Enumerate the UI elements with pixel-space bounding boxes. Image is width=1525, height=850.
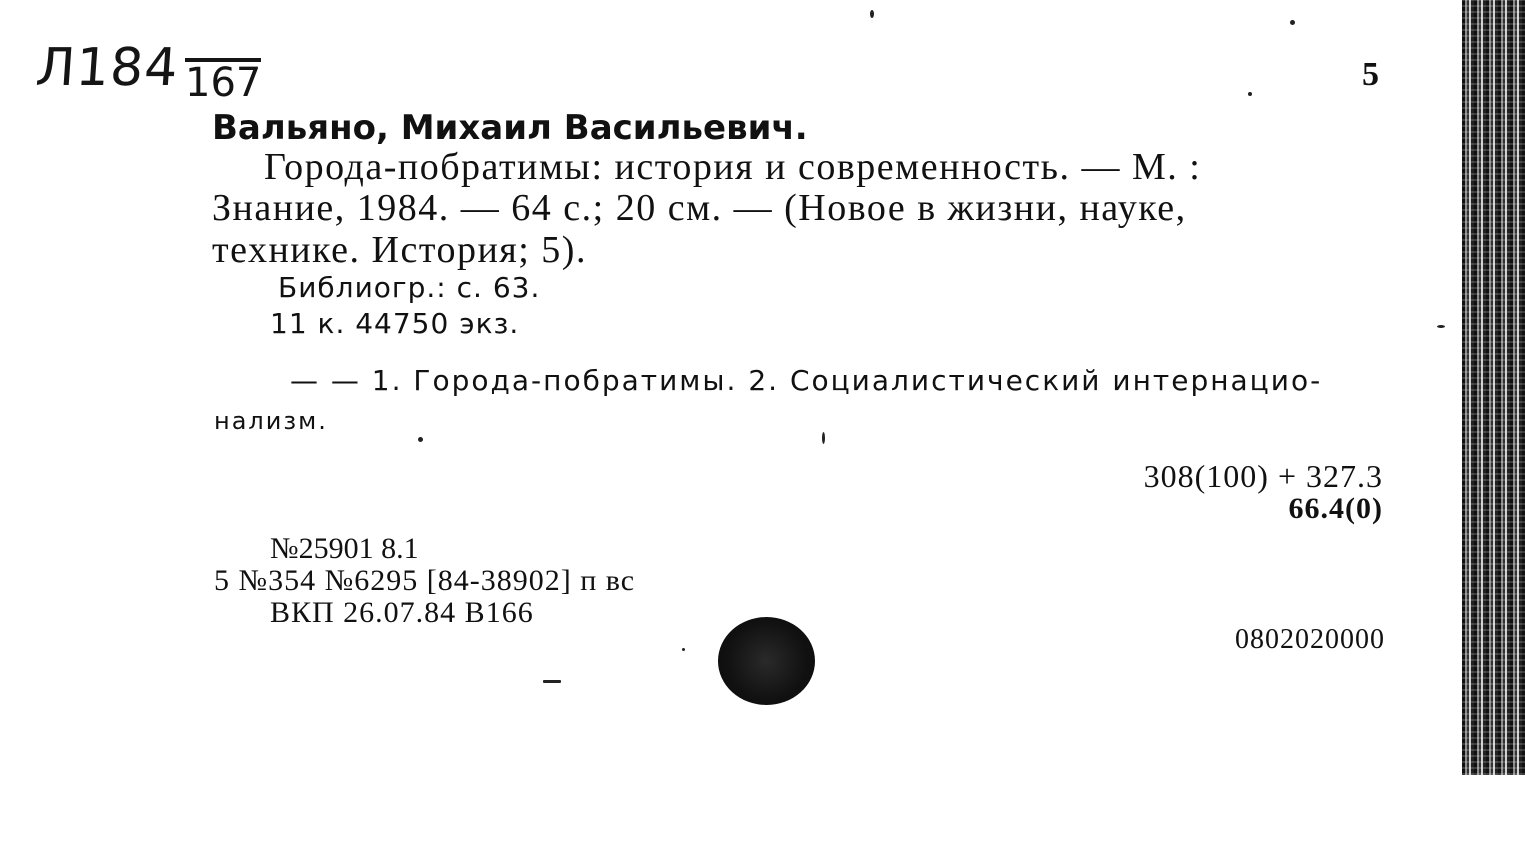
card-code: 0802020000 [1235,624,1385,655]
subject-headings-line-2: нализм. [214,407,328,435]
author-heading: Вальяно, Михаил Васильевич. [212,108,808,148]
title-line-2: Знание, 1984. — 64 с.; 20 см. — (Новое в жизни, науке, [212,187,1187,229]
registry-line-2: 5 №354 №6295 [84-38902] п вс [214,564,636,597]
card-number: 5 [1362,56,1379,93]
price-copies: 11 к. 44750 экз. [270,307,520,340]
registry-line-3: ВКП 26.07.84 В166 [270,596,534,629]
scan-speck [682,648,685,651]
title-line-1: Города-побратимы: история и современность. — М. : [264,146,1202,188]
title-line-3: технике. История; 5). [212,229,587,271]
scan-speck [870,10,874,18]
handwritten-shelf-subscript: 167 [185,60,262,106]
scanned-edge-strip [1462,0,1525,775]
punch-hole [718,617,815,705]
subject-headings-line-1: — — 1. Города-побратимы. 2. Социалистический интернацио- [290,364,1323,397]
scan-speck [822,432,825,444]
scan-speck [1248,92,1252,96]
bibliography-note: Библиогр.: с. 63. [278,271,541,304]
scan-speck [1290,20,1295,25]
scan-speck [543,680,561,683]
classification-index-secondary: 66.4(0) [1288,492,1383,525]
scan-speck [1437,325,1445,328]
scan-speck [418,437,423,442]
registry-line-1: №25901 8.1 [270,532,419,565]
classification-index: 308(100) + 327.3 [1143,458,1383,494]
handwritten-shelf-mark: Л184 [33,38,181,98]
